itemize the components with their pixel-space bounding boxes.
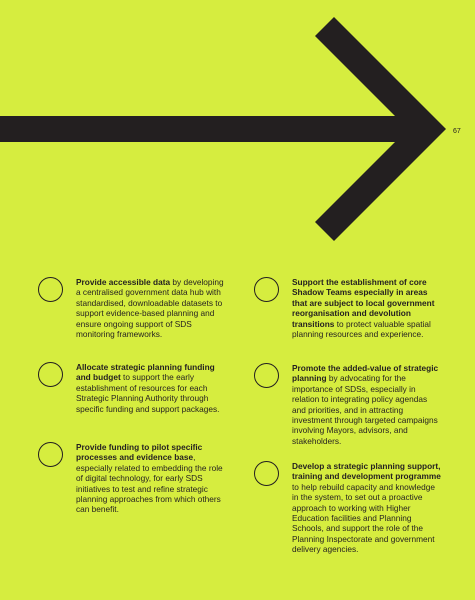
list-item-text (76, 277, 226, 339)
list-item-text (292, 461, 442, 555)
circle-bullet-icon (254, 363, 279, 388)
list-item (38, 362, 218, 442)
item-body: to protect valuable spatial planning resources and experience. (292, 318, 431, 340)
item-body: to support the early establishment of resources for each Strategic Planning Authority through specific funding and support packages. (76, 372, 220, 414)
list-item (254, 461, 441, 555)
item-heading: Support the establishment of core Shadow Teams especially in areas that are subject to local government reorganisation and devolution transitions (292, 277, 435, 329)
page-number: 67 (453, 128, 461, 135)
item-heading: Promote the added-value of strategic planning (292, 363, 439, 384)
item-heading: Allocate strategic planning funding and budget (76, 362, 215, 383)
arrow-graphic (0, 0, 475, 260)
list-item-text (292, 363, 442, 446)
circle-bullet-icon (254, 277, 279, 302)
arrow-shape (0, 17, 446, 241)
item-body: by advocating for the importance of SDSs, especially in relation to integrating policy agendas and priorities, and in attracting investment through targeted campaigns involving Mayors, advisors, and stakeholders. (292, 373, 438, 446)
item-body: to help rebuild capacity and knowledge in the system, to set out a proactive approach to working with Higher Education facilities and Planning Schools, and support the role of the Planning Inspectorate and government delivery agencies. (292, 481, 435, 555)
circle-bullet-icon (38, 442, 63, 467)
list-item (254, 277, 434, 363)
circle-bullet-icon (38, 362, 63, 387)
item-heading: Provide funding to pilot specific processes and evidence base (76, 442, 203, 463)
item-heading: Provide accessible data (76, 277, 171, 287)
list-item (254, 363, 439, 461)
item-body: , especially related to embedding the role of digital technology, for early SDS initiatives to test and refine strategic planning approaches from which others can benefit. (76, 452, 223, 515)
list-item (38, 442, 223, 515)
left-column (38, 277, 224, 515)
circle-bullet-icon (254, 461, 279, 486)
list-item (38, 277, 224, 362)
list-item-text (292, 277, 442, 339)
item-heading: Develop a strategic planning support, training and development programme (292, 461, 441, 482)
list-item-text (76, 362, 226, 414)
list-item-text (76, 442, 226, 515)
right-column (254, 277, 441, 555)
circle-bullet-icon (38, 277, 63, 302)
item-body: by developing a centralised government data hub with standardised, downloadable datasets to support evidence-based planning and ensure ongoing support of SDS monitoring frameworks. (76, 277, 224, 340)
